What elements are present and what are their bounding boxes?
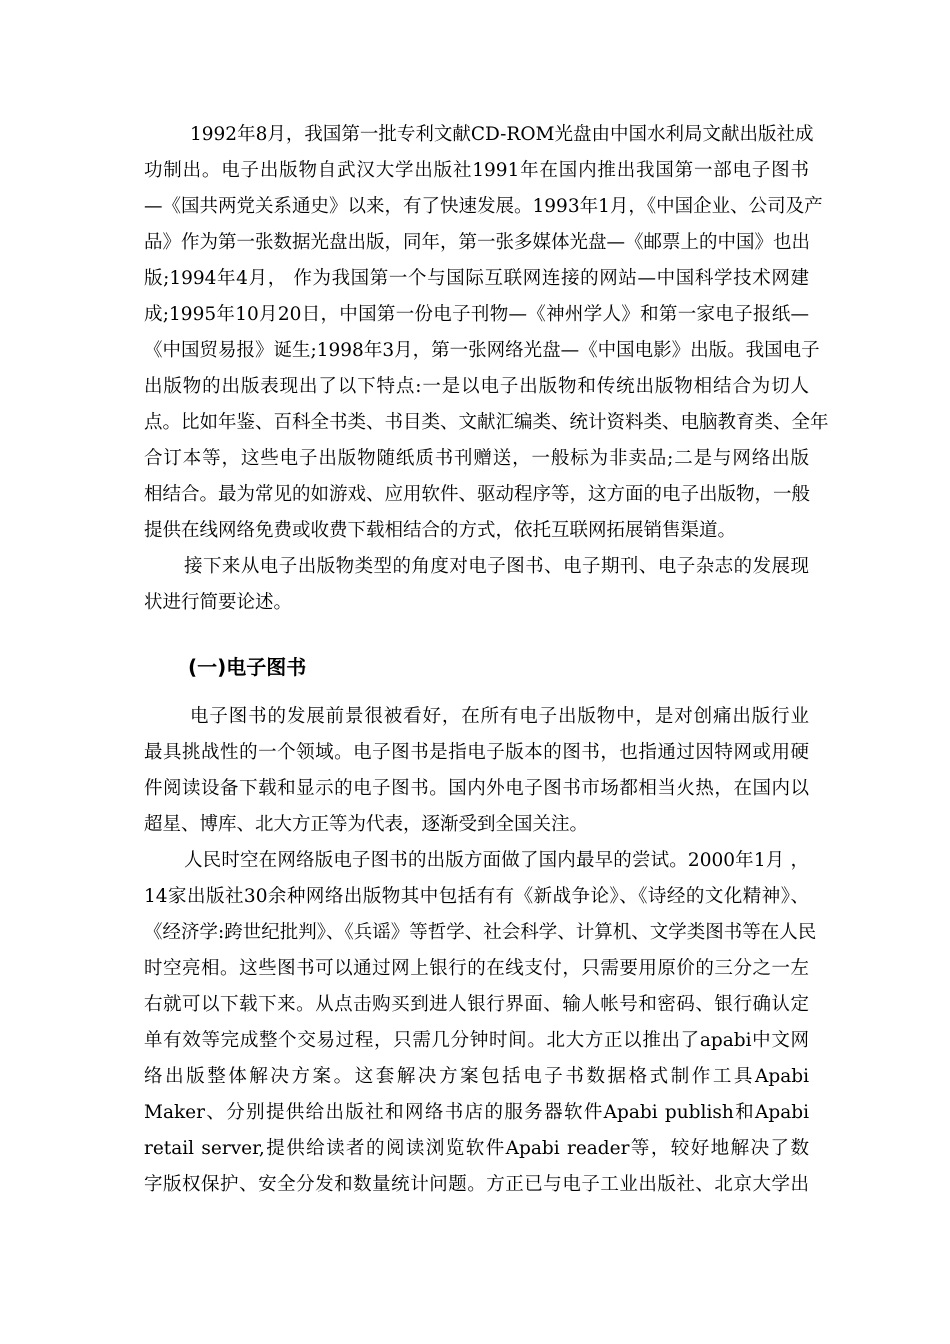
paragraph-line: 接下来从电子出版物类型的角度对电子图书、电子期刊、电子杂志的发展现 [184,556,809,577]
paragraph-line: 字版权保护、安全分发和数量统计问题。方正已与电子工业出版社、北京大学出 [144,1174,809,1195]
paragraph-line: Maker、分别提供给出版社和网络书店的服务器软件Apabi publish和Apabi [144,1102,809,1123]
paragraph-line: 相结合。最为常见的如游戏、应用软件、驱动程序等，这方面的电子出版物，一般 [144,484,811,505]
paragraph-line: 最具挑战性的一个领域。电子图书是指电子版本的图书，也指通过因特网或用硬 [144,742,809,763]
paragraph-line: 《中国贸易报》诞生;1998年3月，第一张网络光盘—《中国电影》出版。我国电子 [144,340,820,361]
paragraph-line: 点。比如年鉴、百科全书类、书目类、文献汇编类、统计资料类、电脑教育类、全年 [144,412,829,433]
paragraph-line: 版;1994年4月， 作为我国第一个与国际互联网连接的网站—中国科学技术网建 [144,268,809,289]
paragraph-line: retail server,提供给读者的阅读浏览软件Apabi reader等，较好地解决了数 [144,1138,809,1159]
section-heading: (一)电子图书 [188,655,307,679]
paragraph-line: 提供在线网络免费或收费下载相结合的方式，依托互联网拓展销售渠道。 [144,520,737,541]
paragraph-line: 品》作为第一张数据光盘出版，同年，第一张多媒体光盘—《邮票上的中国》也出 [144,232,811,253]
paragraph-line: 件阅读设备下载和显示的电子图书。国内外电子图书市场都相当火热，在国内以 [144,778,809,799]
paragraph-line: 《经济学:跨世纪批判》、《兵谣》等哲学、社会科学、计算机、文学类图书等在人民 [144,922,817,943]
paragraph-line: 合订本等，这些电子出版物随纸质书刊赠送，一般标为非卖品;二是与网络出版 [144,448,809,469]
paragraph-line: 时空亮相。这些图书可以通过网上银行的在线支付，只需要用原价的三分之一左 [144,958,809,979]
paragraph-line: 1992年8月，我国第一批专利文献CD-ROM光盘由中国水利局文献出版社成 [190,124,814,145]
paragraph-line: 单有效等完成整个交易过程，只需几分钟时间。北大方正以推出了apabi中文网 [144,1030,809,1051]
paragraph-line: 右就可以下载下来。从点击购买到进人银行界面、输人帐号和密码、银行确认定 [144,994,809,1015]
paragraph-line: 状进行简要论述。 [144,592,293,613]
paragraph-line: 成;1995年10月20日，中国第一份电子刊物—《神州学人》和第一家电子报纸— [144,304,809,325]
paragraph-line: 功制出。电子出版物自武汉大学出版社1991年在国内推出我国第一部电子图书 [144,160,809,181]
paragraph-line: 14家出版社30余种网络出版物其中包括有有《新战争论》、《诗经的文化精神》、 [144,886,809,907]
paragraph-line: 人民时空在网络版电子图书的出版方面做了国内最早的尝试。2000年1月 ， [184,850,809,871]
paragraph-line: 络出版整体解决方案。这套解决方案包括电子书数据格式制作工具Apabi [144,1066,809,1087]
paragraph-line: —《国共两党关系通史》以来，有了快速发展。1993年1月，《中国企业、公司及产 [144,196,823,217]
paragraph-line: 超星、博库、北大方正等为代表，逐渐受到全国关注。 [144,814,589,835]
paragraph-line: 电子图书的发展前景很被看好，在所有电子出版物中，是对创痛出版行业 [190,706,809,727]
paragraph-line: 出版物的出版表现出了以下特点:一是以电子出版物和传统出版物相结合为切人 [144,376,809,397]
